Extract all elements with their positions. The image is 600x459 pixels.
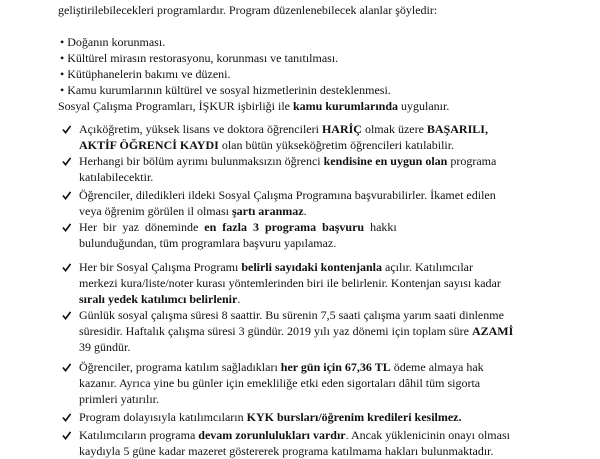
checkmark-icon xyxy=(62,223,71,232)
item-bold: AKTİF ÖĞRENCİ KAYDI xyxy=(79,138,219,152)
checkmark-icon xyxy=(62,157,71,166)
checkmark-icon xyxy=(62,311,71,320)
item-bold: BAŞARILI, xyxy=(426,122,488,136)
checkmark-icon xyxy=(62,191,71,200)
item-line xyxy=(79,153,496,169)
sosyal-text: Sosyal Çalışma Programları, İŞKUR işbirliği ile xyxy=(58,99,293,113)
item-line: Günlük sosyal çalışma süresi 8 saattir. Bu sürenin 7,5 saati çalışma yarım saati dinlenme xyxy=(79,308,504,322)
item-bold: belirli sayıdaki kontenjanla xyxy=(241,260,383,274)
bullet-item: • Doğanın korunması. xyxy=(60,35,166,49)
checkmark-icon xyxy=(62,413,71,422)
item-bold: devam zorunlulukları vardır xyxy=(198,428,346,442)
sosyal-line xyxy=(58,98,449,114)
item-line xyxy=(79,203,307,219)
bullet-text: Kamu kurumlarının kültürel ve sosyal hizmetlerinin desteklenmesi. xyxy=(67,83,391,97)
bullet-item: • Kültürel mirasın restorasyonu, korunması ve tanıtılması. xyxy=(60,51,339,65)
item-line xyxy=(79,427,510,443)
item-text: Açıköğretim, yüksek lisans ve doktora öğrencileri xyxy=(79,122,322,136)
item-text: ödeme almaya hak xyxy=(390,360,484,374)
item-text: programa xyxy=(447,154,497,168)
item-line: primleri yatırılır. xyxy=(79,392,159,406)
item-line xyxy=(79,291,240,307)
intro-line: geliştirilebilecekleri programlardır. Program düzenlenebilecek alanlar şöyledir: xyxy=(58,3,438,17)
item-text: olmak üzere xyxy=(361,122,427,136)
item-line xyxy=(79,121,488,137)
item-line: 39 gündür. xyxy=(79,340,131,354)
item-line xyxy=(79,359,484,375)
item-bold: başvuru xyxy=(322,220,365,234)
item-text: açılır. Katılımcılar xyxy=(382,260,473,274)
item-text: hakkı xyxy=(364,220,397,234)
item-bold: KYK bursları/öğrenim kredileri kesilmez. xyxy=(246,410,462,424)
item-bold: a xyxy=(310,220,323,234)
bullet-text: Doğanın korunması. xyxy=(67,35,166,49)
item-text: Katılımcıların programa xyxy=(79,428,199,442)
bullet-text: Kütüphanelerin bakımı ve düzeni. xyxy=(67,67,231,81)
item-text: . xyxy=(237,292,241,306)
checkmark-icon xyxy=(62,431,71,440)
item-text: veya öğrenim görülen il olması xyxy=(79,204,232,218)
checkmark-icon xyxy=(62,363,71,372)
item-line xyxy=(79,137,454,153)
item-text: Her bir yaz döneminde xyxy=(79,220,205,234)
item-text: . xyxy=(303,204,307,218)
item-bold: her gün için 67,36 TL xyxy=(280,360,391,374)
item-text: Öğrenciler, programa katılım sağladıkları xyxy=(79,360,281,374)
item-text: Program dolayısıyla katılımcıların xyxy=(79,410,247,424)
item-bold: en fazla 3 program xyxy=(204,220,311,234)
item-line xyxy=(79,409,462,425)
checkmark-icon xyxy=(62,125,71,134)
item-text: . Ancak yüklenicinin onayı olması xyxy=(345,428,510,442)
sosyal-bold: kamu kurumlarında xyxy=(292,99,399,113)
item-text: Herhangi bir bölüm ayrımı bulunmaksızın öğrenci xyxy=(79,154,324,168)
item-line: merkezi kura/liste/noter kurası yöntemlerinden biri ile belirlenir. Kontenjan sayısı kadar xyxy=(79,276,501,290)
item-line: bulunduğundan, tüm programlara başvuru yapılamaz. xyxy=(79,236,337,250)
item-text: Her bir Sosyal Çalışma Programı xyxy=(79,260,242,274)
item-bold: kendisine en uygun olan xyxy=(323,154,448,168)
item-bold: AZAMİ xyxy=(471,324,514,338)
item-line xyxy=(79,323,513,339)
sosyal-text-end: uygulanır. xyxy=(398,99,450,113)
item-text: olan bütün yükseköğretim öğrencileri katılabilir. xyxy=(218,138,455,152)
item-line: kaydıyla 5 güne kadar mazeret göstererek programa katılmama hakları bulunmaktadır. xyxy=(79,444,494,458)
item-text: süresidir. Haftalık çalışma süresi 3 gündür. 2019 yılı yaz dönemi için toplam süre xyxy=(79,324,472,338)
item-line: kazanır. Ayrıca yine bu günler için emekliliğe etki eden sigortaları dâhil tüm sigorta xyxy=(79,376,481,390)
item-line: Öğrenciler, diledikleri ildeki Sosyal Çalışma Programına başvurabilirler. İkamet edilen xyxy=(79,188,496,202)
checkmark-icon xyxy=(62,263,71,272)
item-bold: HARİÇ xyxy=(321,122,362,136)
item-bold: sıralı yedek katılımcı belirlenir xyxy=(79,292,238,306)
bullet-text: Kültürel mirasın restorasyonu, korunması ve tanıtılması. xyxy=(67,51,339,65)
bullet-item: • Kütüphanelerin bakımı ve düzeni. xyxy=(60,67,231,81)
item-line xyxy=(79,259,473,275)
item-line xyxy=(79,219,397,235)
item-bold: şartı aranmaz xyxy=(231,204,304,218)
bullet-item: • Kamu kurumlarının kültürel ve sosyal hizmetlerinin desteklenmesi. xyxy=(60,83,391,97)
item-line: katılabilecektir. xyxy=(79,170,154,184)
